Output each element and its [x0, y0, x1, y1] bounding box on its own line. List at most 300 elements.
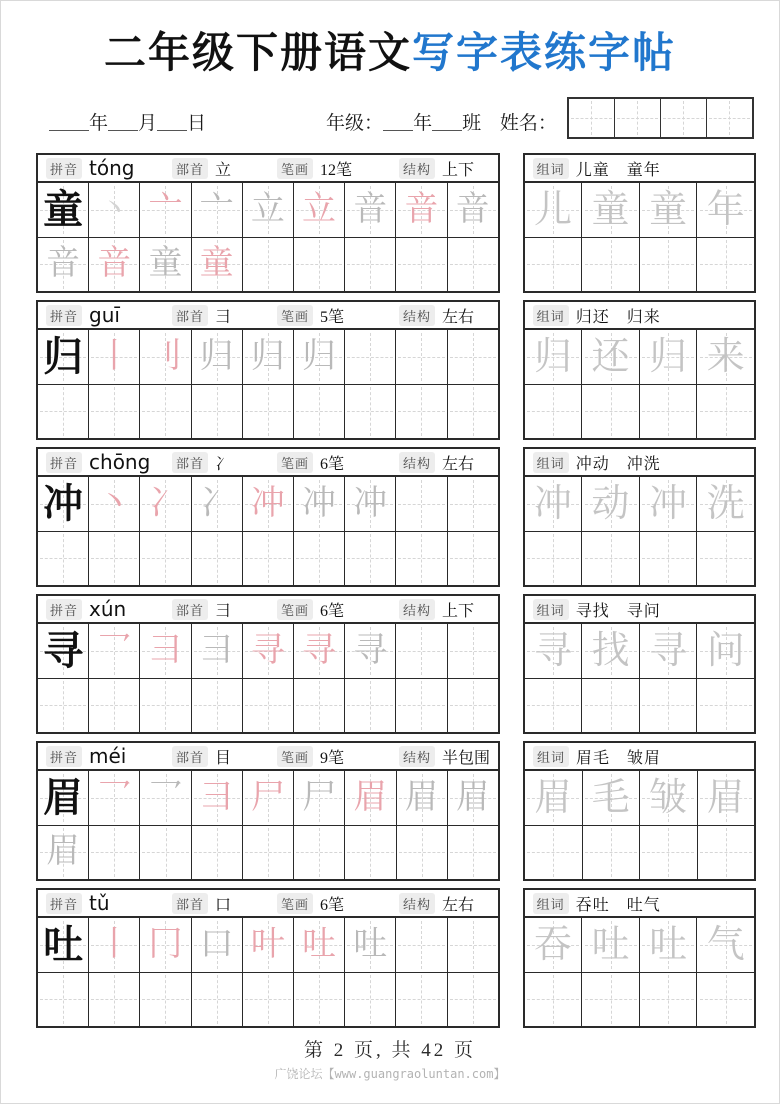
practice-cell[interactable] [38, 826, 89, 880]
practice-cell[interactable] [640, 183, 698, 237]
practice-cell[interactable] [89, 624, 140, 678]
practice-cell[interactable] [345, 330, 396, 384]
day-blank[interactable] [157, 110, 187, 131]
practice-cell[interactable] [345, 477, 396, 531]
practice-character: 吐 [43, 921, 84, 967]
practice-cell[interactable] [345, 532, 396, 586]
practice-character: 丨 [97, 337, 132, 375]
practice-cell[interactable] [140, 385, 191, 439]
words-card-header [525, 890, 754, 918]
name-grid-cell[interactable] [707, 99, 752, 137]
practice-cell[interactable] [192, 385, 243, 439]
practice-character: 音 [353, 190, 388, 228]
year-blank[interactable] [49, 110, 89, 131]
practice-character: 吐 [302, 925, 337, 963]
practice-cell[interactable] [345, 679, 396, 733]
practice-cell[interactable] [525, 918, 583, 972]
practice-character: 年 [706, 188, 745, 231]
practice-cell[interactable] [640, 385, 698, 439]
structure-value: 左右 [442, 896, 475, 914]
name-grid-cell[interactable] [569, 99, 615, 137]
practice-cell[interactable] [396, 679, 447, 733]
name-grid-cell[interactable] [661, 99, 707, 137]
pinyin-value: guī [89, 303, 120, 328]
practice-character: 寻 [533, 629, 572, 672]
practice-character: 还 [591, 335, 630, 378]
practice-cell[interactable] [243, 183, 294, 237]
words-card-header [525, 596, 754, 624]
strokes-label: 笔画 [277, 158, 313, 179]
practice-row [38, 918, 498, 973]
watermark: 广饶论坛【www.guangraoluntan.com】 [274, 1067, 506, 1082]
practice-cell[interactable] [448, 679, 498, 733]
practice-cell[interactable] [525, 679, 583, 733]
practice-cell[interactable] [697, 477, 754, 531]
practice-cell[interactable] [140, 477, 191, 531]
words-card-header [525, 155, 754, 183]
radical-label: 部首 [172, 599, 208, 620]
strokes-label: 笔画 [277, 452, 313, 473]
month-blank[interactable] [108, 110, 138, 131]
practice-cell[interactable] [243, 679, 294, 733]
practice-character: 音 [455, 190, 490, 228]
practice-cell[interactable] [448, 624, 498, 678]
practice-cell[interactable] [582, 918, 640, 972]
practice-cell[interactable] [89, 918, 140, 972]
info-line [49, 95, 754, 139]
practice-card [36, 888, 500, 1028]
practice-cell[interactable] [397, 771, 448, 825]
practice-cell[interactable] [525, 826, 583, 880]
practice-cell[interactable] [582, 330, 640, 384]
practice-cell[interactable] [192, 973, 243, 1027]
practice-cell[interactable] [294, 826, 345, 880]
practice-cell[interactable] [448, 918, 498, 972]
practice-cell[interactable] [294, 238, 345, 292]
practice-cell[interactable] [697, 532, 754, 586]
practice-row [38, 624, 498, 679]
practice-cell[interactable] [697, 973, 754, 1027]
practice-cell[interactable] [89, 532, 140, 586]
practice-cell[interactable] [345, 238, 396, 292]
year-label: 年 [89, 113, 109, 135]
practice-cell[interactable] [192, 183, 243, 237]
page-title-black: 二年级下册语文 [103, 31, 412, 77]
practice-character: 寻 [353, 631, 388, 669]
practice-character: 吐 [591, 923, 630, 966]
strokes-value: 9笔 [320, 749, 345, 767]
practice-cell[interactable] [396, 330, 447, 384]
practice-character: 立 [302, 190, 337, 228]
words-card [523, 153, 756, 293]
practice-character: 丶 [99, 192, 130, 226]
practice-cell[interactable] [396, 183, 447, 237]
strokes-label: 笔画 [277, 599, 313, 620]
words-card-header [525, 449, 754, 477]
practice-cell[interactable] [582, 477, 640, 531]
practice-cell[interactable] [345, 624, 396, 678]
practice-cell[interactable] [243, 238, 294, 292]
words-empty-row [525, 532, 754, 586]
practice-cell[interactable] [38, 183, 89, 237]
practice-cell[interactable] [448, 826, 498, 880]
practice-cell[interactable] [525, 330, 583, 384]
page-number: 第 2 页, 共 42 页 [303, 1040, 476, 1062]
practice-card [36, 741, 500, 881]
s-structure-segment [399, 598, 490, 621]
s-radical-segment [172, 598, 277, 621]
practice-cell[interactable] [38, 330, 89, 384]
practice-cell[interactable] [448, 183, 498, 237]
practice-cell[interactable] [582, 532, 640, 586]
strokes-value: 5笔 [320, 308, 345, 326]
practice-cell[interactable] [396, 477, 447, 531]
strokes-value: 6笔 [320, 602, 345, 620]
practice-cell[interactable] [640, 973, 698, 1027]
date-fields [49, 108, 206, 135]
practice-cell[interactable] [294, 532, 345, 586]
pinyin-value: chōng [89, 450, 151, 475]
grade-unit: 年 [413, 113, 433, 135]
words-label: 组词 [533, 746, 569, 767]
practice-cell[interactable] [448, 238, 498, 292]
practice-cell[interactable] [38, 918, 89, 972]
practice-card [36, 300, 500, 440]
character-section [36, 741, 756, 881]
words-empty-row [525, 238, 754, 292]
structure-label: 结构 [399, 746, 435, 767]
words-label: 组词 [533, 305, 569, 326]
practice-cell[interactable] [396, 624, 447, 678]
practice-card-header [38, 596, 498, 624]
name-label: 姓名： [499, 113, 557, 135]
practice-cell[interactable] [294, 918, 345, 972]
practice-cell[interactable] [583, 771, 641, 825]
practice-cell[interactable] [640, 624, 698, 678]
practice-cell[interactable] [448, 330, 498, 384]
practice-cell[interactable] [640, 826, 698, 880]
practice-cell[interactable] [345, 183, 396, 237]
s-radical-segment [172, 892, 277, 915]
practice-cell[interactable] [525, 771, 583, 825]
practice-cell[interactable] [697, 330, 754, 384]
structure-label: 结构 [399, 893, 435, 914]
practice-cell[interactable] [192, 330, 243, 384]
words-empty-row [525, 385, 754, 439]
practice-cell[interactable] [640, 477, 698, 531]
words-card [523, 888, 756, 1028]
practice-cell[interactable] [582, 679, 640, 733]
practice-character: 童 [148, 245, 183, 283]
radical-value: 目 [215, 749, 232, 767]
pinyin-value: tóng [89, 156, 135, 181]
practice-cell[interactable] [396, 385, 447, 439]
character-section [36, 888, 756, 1028]
strokes-label: 笔画 [277, 305, 313, 326]
practice-cell[interactable] [640, 238, 698, 292]
day-label: 日 [187, 113, 207, 135]
character-section [36, 300, 756, 440]
practice-cell[interactable] [525, 183, 583, 237]
practice-cell[interactable] [583, 826, 641, 880]
name-grid[interactable] [567, 97, 754, 139]
practice-cell[interactable] [698, 771, 755, 825]
pinyin-label: 拼音 [46, 599, 82, 620]
words-card [523, 594, 756, 734]
radical-value: 彐 [215, 308, 232, 326]
practice-cell[interactable] [697, 238, 754, 292]
practice-character: 眉 [46, 833, 81, 871]
s-pinyin-segment [46, 599, 172, 620]
structure-value: 上下 [442, 161, 475, 179]
practice-row [38, 679, 498, 733]
practice-cell[interactable] [397, 826, 448, 880]
practice-cell[interactable] [697, 679, 754, 733]
practice-cell[interactable] [396, 918, 447, 972]
practice-cell[interactable] [582, 183, 640, 237]
radical-value: 口 [215, 896, 232, 914]
page-title [1, 31, 779, 77]
practice-cell[interactable] [140, 624, 191, 678]
practice-cell[interactable] [192, 826, 243, 880]
practice-character: 乛 [97, 631, 132, 669]
grade-fields [326, 108, 557, 135]
practice-row [38, 973, 498, 1027]
practice-cell[interactable] [582, 238, 640, 292]
pinyin-label: 拼音 [46, 305, 82, 326]
practice-cell[interactable] [140, 679, 191, 733]
pinyin-value: méi [89, 744, 127, 769]
practice-cell[interactable] [345, 973, 396, 1027]
strokes-value: 6笔 [320, 896, 345, 914]
practice-cell[interactable] [640, 679, 698, 733]
practice-cell[interactable] [294, 679, 345, 733]
practice-cell[interactable] [192, 679, 243, 733]
practice-cell[interactable] [294, 624, 345, 678]
practice-character: 冲 [43, 480, 84, 526]
practice-cell[interactable] [640, 771, 698, 825]
practice-character: 归 [250, 337, 285, 375]
practice-row [38, 771, 498, 826]
practice-cell[interactable] [345, 918, 396, 972]
practice-cell[interactable] [140, 771, 191, 825]
practice-cell[interactable] [192, 624, 243, 678]
practice-cell[interactable] [38, 532, 89, 586]
practice-cell[interactable] [89, 477, 140, 531]
practice-cell[interactable] [140, 826, 191, 880]
words-empty-row [525, 973, 754, 1027]
practice-cell[interactable] [38, 771, 89, 825]
practice-cell[interactable] [243, 385, 294, 439]
practice-cell[interactable] [89, 330, 140, 384]
practice-cell[interactable] [192, 477, 243, 531]
practice-cell[interactable] [396, 532, 447, 586]
pinyin-label: 拼音 [46, 893, 82, 914]
practice-character: 儿 [533, 188, 572, 231]
character-section [36, 447, 756, 587]
practice-character: 归 [199, 337, 234, 375]
practice-cell[interactable] [243, 624, 294, 678]
practice-cell[interactable] [294, 771, 345, 825]
practice-cell[interactable] [140, 532, 191, 586]
practice-cell[interactable] [396, 238, 447, 292]
practice-cell[interactable] [243, 918, 294, 972]
practice-cell[interactable] [525, 477, 583, 531]
s-strokes-segment [277, 745, 399, 768]
practice-cell[interactable] [89, 183, 140, 237]
practice-row [38, 826, 498, 880]
character-section [36, 153, 756, 293]
practice-character: 寻 [250, 631, 285, 669]
practice-cell[interactable] [243, 477, 294, 531]
practice-cell[interactable] [525, 238, 583, 292]
practice-cell[interactable] [192, 238, 243, 292]
practice-cell[interactable] [448, 973, 498, 1027]
practice-cell[interactable] [192, 918, 243, 972]
practice-cell[interactable] [38, 477, 89, 531]
practice-cell[interactable] [89, 238, 140, 292]
practice-cell[interactable] [448, 477, 498, 531]
practice-cell[interactable] [89, 826, 140, 880]
words-empty-row [525, 826, 754, 880]
practice-cell[interactable] [294, 477, 345, 531]
s-strokes-segment [277, 892, 399, 915]
practice-character: 吐 [649, 923, 688, 966]
practice-cell[interactable] [89, 679, 140, 733]
words-label: 组词 [533, 158, 569, 179]
practice-character: 尸 [302, 778, 337, 816]
practice-cell[interactable] [192, 532, 243, 586]
practice-cell[interactable] [525, 385, 583, 439]
structure-label: 结构 [399, 599, 435, 620]
s-strokes-segment [277, 598, 399, 621]
practice-cell[interactable] [396, 973, 447, 1027]
s-structure-segment [399, 304, 490, 327]
practice-cell[interactable] [140, 973, 191, 1027]
practice-cell[interactable] [89, 973, 140, 1027]
practice-cell[interactable] [582, 973, 640, 1027]
practice-cell[interactable] [698, 826, 755, 880]
structure-value: 半包围 [442, 749, 491, 767]
practice-cell[interactable] [38, 973, 89, 1027]
name-grid-cell[interactable] [615, 99, 661, 137]
practice-cell[interactable] [640, 330, 698, 384]
practice-cell[interactable] [140, 330, 191, 384]
words-value: 眉毛 皱眉 [576, 749, 662, 767]
practice-character: 音 [46, 245, 81, 283]
practice-cell[interactable] [38, 238, 89, 292]
practice-character: 乛 [148, 778, 183, 816]
words-value: 寻找 寻问 [575, 602, 661, 620]
practice-cell[interactable] [640, 918, 698, 972]
s-pinyin-segment [46, 158, 172, 179]
class-blank[interactable] [432, 110, 462, 131]
class-unit: 班 [462, 113, 482, 135]
structure-value: 左右 [442, 308, 475, 326]
practice-cell[interactable] [243, 532, 294, 586]
practice-row [38, 330, 498, 385]
practice-character: 冫 [199, 484, 234, 522]
practice-cell[interactable] [525, 532, 583, 586]
practice-cell[interactable] [345, 826, 396, 880]
practice-row [38, 183, 498, 238]
practice-cell[interactable] [38, 679, 89, 733]
practice-cell[interactable] [525, 973, 583, 1027]
practice-cell[interactable] [448, 771, 498, 825]
practice-character: 眉 [404, 778, 439, 816]
words-value: 归还 归来 [575, 308, 661, 326]
practice-cell[interactable] [243, 973, 294, 1027]
practice-character: 音 [404, 190, 439, 228]
practice-cell[interactable] [140, 918, 191, 972]
practice-character: 找 [591, 629, 630, 672]
practice-cell[interactable] [38, 624, 89, 678]
practice-character: 寻 [43, 627, 84, 673]
s-pinyin-segment [46, 452, 172, 473]
practice-character: 气 [706, 923, 745, 966]
practice-character: 丨 [97, 925, 132, 963]
practice-cell[interactable] [525, 624, 583, 678]
practice-cell[interactable] [448, 385, 498, 439]
practice-cell[interactable] [697, 918, 754, 972]
radical-value: 立 [215, 161, 232, 179]
footer [1, 1035, 779, 1082]
practice-row [38, 385, 498, 439]
words-trace-row [525, 330, 754, 385]
strokes-value: 6笔 [320, 455, 345, 473]
practice-cell[interactable] [38, 385, 89, 439]
practice-cell[interactable] [294, 330, 345, 384]
practice-cell[interactable] [697, 624, 754, 678]
words-card [523, 741, 756, 881]
words-trace-row [525, 477, 754, 532]
practice-cell[interactable] [243, 771, 294, 825]
practice-cell[interactable] [192, 771, 243, 825]
practice-cell[interactable] [640, 532, 698, 586]
practice-character: 动 [591, 482, 630, 525]
practice-cell[interactable] [140, 238, 191, 292]
practice-character: 冲 [353, 484, 388, 522]
grade-label: 年级： [326, 113, 384, 135]
words-empty-row [525, 679, 754, 733]
practice-character: 吞 [533, 923, 572, 966]
practice-cell[interactable] [140, 183, 191, 237]
practice-cell[interactable] [345, 385, 396, 439]
practice-cell[interactable] [294, 973, 345, 1027]
practice-cell[interactable] [294, 385, 345, 439]
practice-cell[interactable] [697, 385, 754, 439]
practice-character: 彐 [199, 631, 234, 669]
practice-cell[interactable] [243, 330, 294, 384]
practice-character: 口 [199, 925, 234, 963]
s-pinyin-segment [46, 746, 172, 767]
grade-blank[interactable] [383, 110, 413, 131]
practice-character: 冲 [250, 484, 285, 522]
practice-character: 寻 [649, 629, 688, 672]
practice-cell[interactable] [582, 385, 640, 439]
words-card [523, 447, 756, 587]
practice-cell[interactable] [697, 183, 754, 237]
practice-cell[interactable] [89, 771, 140, 825]
practice-cell[interactable] [448, 532, 498, 586]
practice-cell[interactable] [294, 183, 345, 237]
practice-cell[interactable] [243, 826, 294, 880]
practice-cell[interactable] [89, 385, 140, 439]
practice-cell[interactable] [345, 771, 396, 825]
practice-character: 立 [250, 190, 285, 228]
practice-character: 寻 [302, 631, 337, 669]
practice-cell[interactable] [582, 624, 640, 678]
